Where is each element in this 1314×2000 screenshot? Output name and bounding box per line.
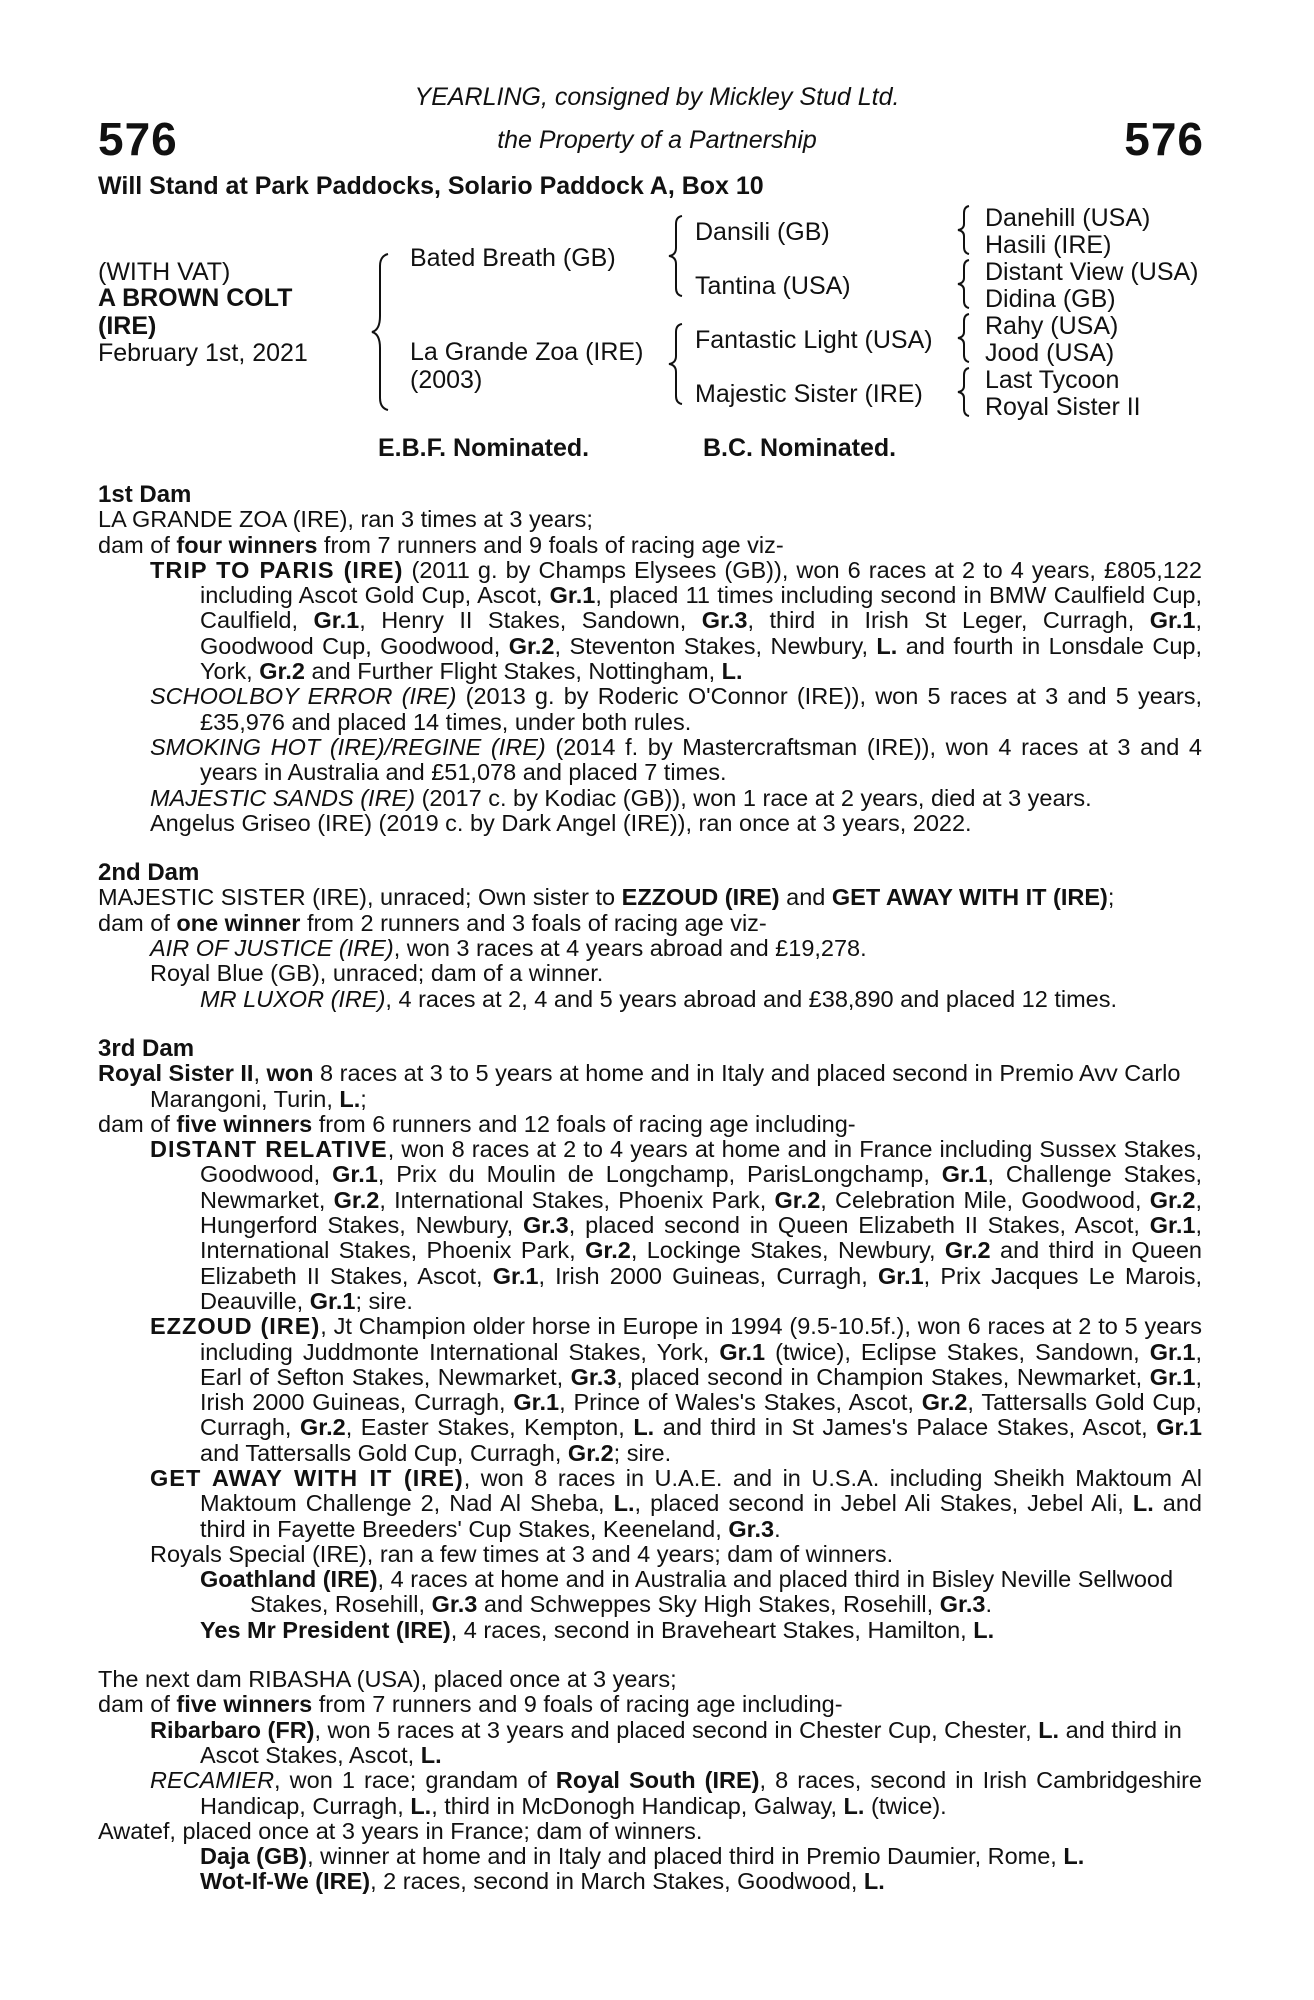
produce-record [98,482,1202,1895]
produce-smoking-hot: SMOKING HOT (IRE)/REGINE (IRE) (2014 f. by Mastercraftsman (IRE)), won 4 races at 3 and 4 years in Australia and £51,078 and placed 7 times. [150,733,1202,786]
ebf-nominated: E.B.F. Nominated. [378,434,590,462]
gen3-brace-2 [955,258,973,310]
pedigree-brace [368,252,392,412]
bc-nominated: B.C. Nominated. [703,434,897,462]
vat-label: (WITH VAT) [98,258,231,286]
next-dam-produce-summary: dam of five winners from 7 runners and 9 foals of racing age including- [98,1691,843,1718]
lot-number-left: 576 [98,113,178,165]
sire-sire: Dansili (GB) [695,218,830,246]
produce-royals-special: Royals Special (IRE), ran a few times at 3 and 4 years; dam of winners. [150,1540,894,1567]
ancestor-4: Didina (GB) [985,285,1116,313]
next-dam-line: The next dam RIBASHA (USA), placed once at 3 years; [98,1666,677,1693]
dam-dam: Majestic Sister (IRE) [695,380,923,408]
first-dam-heading: 1st Dam [98,481,192,508]
produce-wot-if-we: Wot-If-We (IRE), 2 races, second in March Stakes, Goodwood, L. [200,1868,885,1895]
dam: La Grande Zoa (IRE) [410,338,644,366]
sire-brace [666,214,686,298]
produce-daja: Daja (GB), winner at home and in Italy and placed third in Premio Daumier, Rome, L. [200,1843,1085,1870]
second-dam-heading: 2nd Dam [98,859,200,887]
ancestor-3: Distant View (USA) [985,258,1199,286]
first-dam-line: LA GRANDE ZOA (IRE), ran 3 times at 3 years; [98,506,593,533]
sire: Bated Breath (GB) [410,244,616,272]
produce-distant-relative: DISTANT RELATIVE, won 8 races at 2 to 4 years at home and in France including Sussex Stakes, Goodwood, Gr.1, Prix du Moulin de Longchamp, ParisLongchamp, Gr.1, Challenge Stakes, Newmarket, Gr.2, International Stakes, Phoenix Park, Gr.2, Celebration Mile, Goodwood, Gr.2, Hungerford Stakes, Newbury, Gr.3, placed second in Queen Elizabeth II Stakes, Ascot, Gr.1, International Stakes, Phoenix Park, Gr.2, Lockinge Stakes, Newbury, Gr.2 and third in Queen Elizabeth II Stakes, Ascot, Gr.1, Irish 2000 Guineas, Curragh, Gr.1, Prix Jacques Le Marois, Deauville, Gr.1; sire. [150,1136,1203,1314]
foaling-date: February 1st, 2021 [98,339,308,367]
consignor-line: YEARLING, consigned by Mickley Stud Ltd. [414,83,900,111]
dam-sire: Fantastic Light (USA) [695,326,933,354]
produce-ribarbaro: Ribarbaro (FR), won 5 races at 3 years and placed second in Chester Cup, Chester, L. and third in Ascot Stakes, Ascot, L. [150,1716,1182,1768]
horse-breeding-country: (IRE) [98,312,157,340]
second-dam-produce-summary: dam of one winner from 2 runners and 3 foals of racing age viz- [98,909,767,936]
sire-dam: Tantina (USA) [695,272,851,300]
produce-get-away-with-it: GET AWAY WITH IT (IRE), won 8 races in U.A.E. and in U.S.A. including Sheikh Maktoum Al Maktoum Challenge 2, Nad Al Sheba, L., placed second in Jebel Ali Stakes, Jebel Ali, L. and third in Fayette Breeders' Cup Stakes, Keeneland, Gr.3. [150,1464,1203,1542]
produce-mr-luxor: MR LUXOR (IRE), 4 races at 2, 4 and 5 years abroad and £38,890 and placed 12 times. [200,985,1118,1012]
third-dam-line: Royal Sister II, won 8 races at 3 to 5 years at home and in Italy and placed second in Premio Avv Carlo Marangoni, Turin, L.; [98,1060,1181,1112]
produce-trip-to-paris: TRIP TO PARIS (IRE) (2011 g. by Champs Elysees (GB)), won 6 races at 2 to 4 years, £805,122 including Ascot Gold Cup, Ascot, Gr.1, placed 11 times including second in BMW Caulfield Cup, Caulfield, Gr.1, Henry II Stakes, Sandown, Gr.3, third in Irish St Leger, Curragh, Gr.1, Goodwood Cup, Goodwood, Gr.2, Steventon Stakes, Newbury, L. and fourth in Lonsdale Cup, York, Gr.2 and Further Flight Stakes, Nottingham, L. [150,556,1203,685]
horse-description: A BROWN COLT [98,284,293,312]
gen3-brace-1 [955,204,973,256]
produce-recamier: RECAMIER, won 1 race; grandam of Royal South (IRE), 8 races, second in Irish Cambridgeshire Handicap, Curragh, L., third in McDonogh Handicap, Galway, L. (twice). [150,1767,1202,1819]
produce-schoolboy-error: SCHOOLBOY ERROR (IRE) (2013 g. by Roderic O'Connor (IRE)), won 5 races at 3 and 5 years, £35,976 and placed 14 times, under both rules. [150,683,1202,735]
gen3-brace-4 [955,366,973,418]
produce-air-of-justice: AIR OF JUSTICE (IRE), won 3 races at 4 years abroad and £19,278. [150,935,867,962]
ancestor-5: Rahy (USA) [985,312,1119,340]
stand-location: Will Stand at Park Paddocks, Solario Paddock A, Box 10 [98,172,764,200]
second-dam-line: MAJESTIC SISTER (IRE), unraced; Own sister to EZZOUD (IRE) and GET AWAY WITH IT (IRE); [98,884,1115,911]
first-dam-produce-summary: dam of four winners from 7 runners and 9 foals of racing age viz- [98,531,784,558]
ancestor-2: Hasili (IRE) [985,231,1112,259]
third-dam-heading: 3rd Dam [98,1034,195,1062]
third-dam-produce-summary: dam of five winners from 6 runners and 12 foals of racing age including- [98,1110,856,1137]
gen3-brace-3 [955,312,973,364]
produce-yes-mr-president: Yes Mr President (IRE), 4 races, second in Braveheart Stakes, Hamilton, L. [200,1616,995,1643]
produce-angelus-griseo: Angelus Griseo (IRE) (2019 c. by Dark Angel (IRE)), ran once at 3 years, 2022. [150,809,972,836]
produce-royal-blue: Royal Blue (GB), unraced; dam of a winner. [150,960,604,987]
produce-ezzoud: EZZOUD (IRE), Jt Champion older horse in Europe in 1994 (9.5-10.5f.), won 6 races at 2 to 5 years including Juddmonte International Stakes, York, Gr.1 (twice), Eclipse Stakes, Sandown, Gr.1, Earl of Sefton Stakes, Newmarket, Gr.3, placed second in Champion Stakes, Newmarket, Gr.1, Irish 2000 Guineas, Curragh, Gr.1, Prince of Wales's Stakes, Ascot, Gr.2, Tattersalls Gold Cup, Curragh, Gr.2, Easter Stakes, Kempton, L. and third in St James's Palace Stakes, Ascot, Gr.1 and Tattersalls Gold Cup, Curragh, Gr.2; sire. [150,1313,1203,1466]
lot-number-right: 576 [1124,113,1204,165]
ancestor-8: Royal Sister II [985,393,1141,421]
property-line: the Property of a Partnership [497,126,817,154]
ancestor-1: Danehill (USA) [985,204,1151,232]
ancestor-7: Last Tycoon [985,366,1120,394]
ancestor-6: Jood (USA) [985,339,1115,367]
dam-brace [666,322,686,406]
produce-majestic-sands: MAJESTIC SANDS (IRE) (2017 c. by Kodiac (GB)), won 1 race at 2 years, died at 3 years. [150,784,1092,811]
produce-awatef: Awatef, placed once at 3 years in France; dam of winners. [98,1817,703,1844]
produce-goathland: Goathland (IRE), 4 races at home and in Australia and placed third in Bisley Neville Sellwood Stakes, Rosehill, Gr.3 and Schweppes Sky High Stakes, Rosehill, Gr.3. [200,1566,1174,1618]
dam-year: (2003) [410,366,483,394]
